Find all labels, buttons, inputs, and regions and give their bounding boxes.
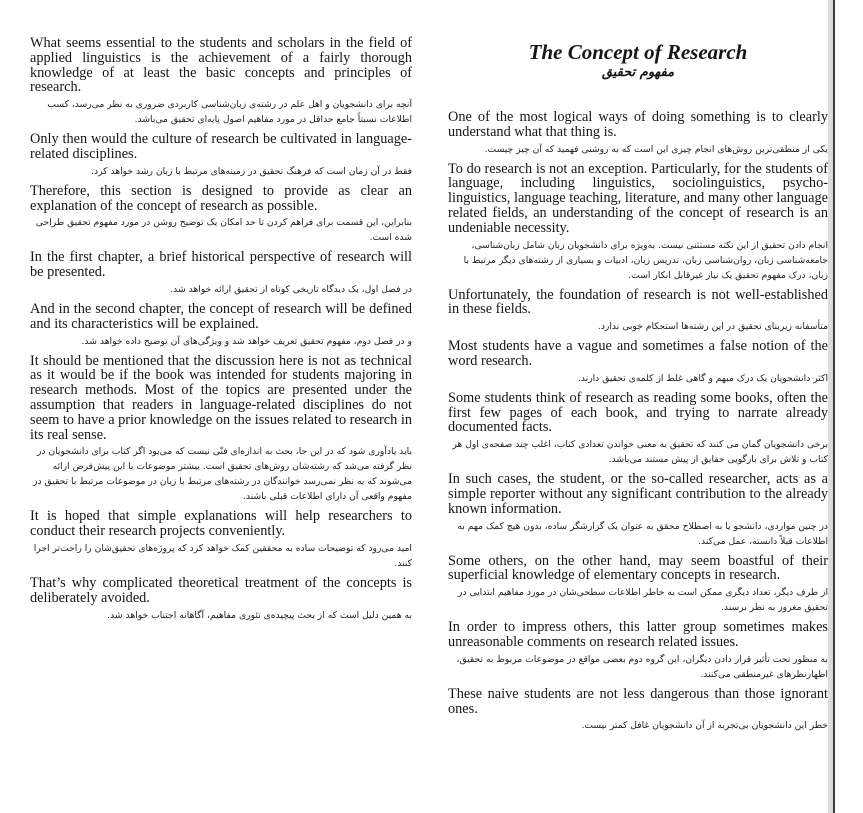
left-paragraph-1-fa: آنچه برای دانشجویان و اهل علم در رشته‌ی زبان‌شناسی کاربردی ضروری به نظر می‌رسد، کسب اطلاعات نسبتاً جامع حداقل در مورد مفاهیم اصول پایه‌ای تحقیق می‌باشد. bbox=[47, 99, 412, 126]
section-title: The Concept of Research bbox=[528, 40, 748, 64]
right-column bbox=[448, 40, 828, 738]
left-paragraph-3-en: Therefore, this section is designed to provide as clear an explanation of the concept of research as possible. bbox=[30, 182, 412, 214]
right-paragraph-5-en: Some students think of research as reading some books, often the first few pages of each book, and trying to narrate already documented facts. bbox=[448, 389, 828, 436]
left-paragraph-8-fa: به همین دلیل است که از بحث پیچیده‌ی تئوری مفاهیم، آگاهانه اجتناب خواهد شد. bbox=[107, 609, 412, 621]
section-title-fa: مفهوم تحقیق bbox=[601, 65, 675, 80]
right-paragraph-8-fa: به منظور تحت تأثیر قرار دادن دیگران، این گروه دوم بعضی مواقع در موضوعات مربوط به تحقیق، اظهارنظرهای غیرمنطقی می‌کنند. bbox=[456, 653, 828, 680]
right-paragraph-2-en: To do research is not an exception. Particularly, for the students of language, including linguistics, sociolinguistics, psycho-linguistics, language teaching, literature, and many other language related fields, an understanding of the concept of research is an undeniable necessity. bbox=[448, 160, 828, 236]
left-paragraph-7-fa: امید می‌رود که توضیحات ساده به محققین کمک خواهد کرد که پروژه‌های تحقیق‌شان را راحت‌تر اجرا کنند. bbox=[33, 542, 412, 569]
right-paragraph-2-fa: انجام دادن تحقیق از این نکته مستثنی نیست. به‌ویژه برای دانشجویان زبان شامل زبان‌شناسی، جامعه‌شناسی زبان، روان‌شناسی زبان، تدریس زبان، ادبیات و بسیاری از رشته‌های دیگر مرتبط با زبان، درک مفهوم تحقیق یک نیاز غیرقابل انکار است. bbox=[463, 239, 828, 281]
right-paragraph-4-en: Most students have a vague and sometimes a false notion of the word research. bbox=[448, 338, 828, 369]
right-paragraph-6-fa: در چنین مواردی، دانشجو یا به اصطلاح محقق به عنوان یک گزارشگر ساده، بدون هیچ کمک مهم به اطلاعات قبلاً دانسته، عمل می‌کند. bbox=[457, 520, 828, 547]
right-paragraph-3-en: Unfortunately, the foundation of research is not well-established in these fields. bbox=[448, 286, 828, 318]
right-paragraph-9-en: These naive students are not less dangerous than those ignorant ones. bbox=[448, 685, 828, 717]
left-paragraph-5-en: And in the second chapter, the concept of research will be defined and its characteristics will be explained. bbox=[30, 300, 412, 332]
left-paragraph-2-en: Only then would the culture of research be cultivated in language-related disciplines. bbox=[30, 131, 412, 162]
left-column bbox=[30, 36, 412, 628]
right-paragraph-6-en: In such cases, the student, or the so-called researcher, acts as a simple reporter without any significant contribution to the already known information. bbox=[448, 471, 828, 517]
left-paragraph-6-fa: باید یادآوری شود که در این جا، بحث به اندازه‌ای فنّی نیست که می‌بود اگر کتاب برای دانشجویان در نظر گرفته می‌شد که رشته‌شان روش‌های تحقیق است. بیشتر موضوعات با این پیش‌فرض ارائه می‌شوند که به نظر نمی‌رسد خوانندگان در رشته‌های مرتبط با زبان در موضوعات مرتبط با تحقیق در مفهوم واقعی آن دارای اطلاعات قبلی باشند. bbox=[33, 446, 412, 503]
right-paragraph-4-fa: اکثر دانشجویان یک درک مبهم و گاهی غلط از کلمه‌ی تحقیق دارند. bbox=[577, 372, 828, 384]
right-paragraph-7-en: Some others, on the other hand, may seem boastful of their superficial knowledge of elementary concepts in research. bbox=[448, 552, 828, 584]
left-paragraph-7-en: It is hoped that simple explanations will help researchers to conduct their research projects conveniently. bbox=[30, 508, 412, 540]
left-paragraph-6-en: It should be mentioned that the discussion here is not as technical as it would be if the book was intended for students majoring in research methods. Most of the topics are presented under the assumption that readers in language-related disciplines do not seem to have a prior knowledge on the issues related to research in its real sense. bbox=[30, 352, 412, 443]
left-paragraph-1-en: What seems essential to the students and scholars in the field of applied linguistics is the achievement of a fairly thorough knowledge of at least the basic concepts and principles of research. bbox=[30, 36, 412, 96]
right-paragraph-9-fa: خطر این دانشجویان بی‌تجربه از آن دانشجویان غافل کمتر نیست. bbox=[581, 720, 828, 732]
right-paragraph-8-en: In order to impress others, this latter group sometimes makes unreasonable comments on research related issues. bbox=[448, 619, 828, 650]
right-paragraph-1-fa: یکی از منطقی‌ترین روش‌های انجام چیزی این است که به روشنی فهمید که آن چیز چیست. bbox=[484, 143, 828, 155]
right-paragraph-7-fa: از طرف دیگر، تعداد دیگری ممکن است به خاطر اطلاعات سطحی‌شان در مورد مفاهیم ابتدایی در تحقیق مغرور به نظر برسند. bbox=[458, 587, 828, 614]
right-paragraph-1-en: One of the most logical ways of doing something is to clearly understand what that thing is. bbox=[448, 109, 828, 140]
page-spine-line bbox=[833, 0, 835, 813]
left-paragraph-8-en: That’s why complicated theoretical treatment of the concepts is deliberately avoided. bbox=[30, 574, 412, 606]
right-paragraph-3-fa: متأسفانه زیربنای تحقیق در این رشته‌ها استحکام خوبی ندارد. bbox=[597, 321, 828, 333]
right-paragraph-5-fa: برخی دانشجویان گمان می کنند که تحقیق به معنی خواندن تعدادی کتاب، اغلب چند صفحه‌ی اول هر کتاب و تلاش برای بازگویی حقایق از پیش مستند می‌باشد. bbox=[452, 439, 828, 466]
left-paragraph-4-en: In the first chapter, a brief historical perspective of research will be presented. bbox=[30, 249, 412, 281]
left-paragraph-4-fa: در فصل اول، یک دیدگاه تاریخی کوتاه از تحقیق ارائه خواهد شد. bbox=[170, 283, 412, 295]
left-paragraph-3-fa: بنابراین، این قسمت برای فراهم کردن تا حد امکان یک توضیح روشن در مورد مفهوم تحقیق طراحی شده است. bbox=[35, 217, 412, 244]
left-paragraph-5-fa: و در فصل دوم، مفهوم تحقیق تعریف خواهد شد و ویژگی‌های آن توضیح داده خواهد شد. bbox=[81, 335, 412, 347]
left-paragraph-2-fa: فقط در آن زمان است که فرهنگ تحقیق در زمینه‌های مرتبط با زبان رشد خواهد کرد. bbox=[91, 165, 412, 177]
